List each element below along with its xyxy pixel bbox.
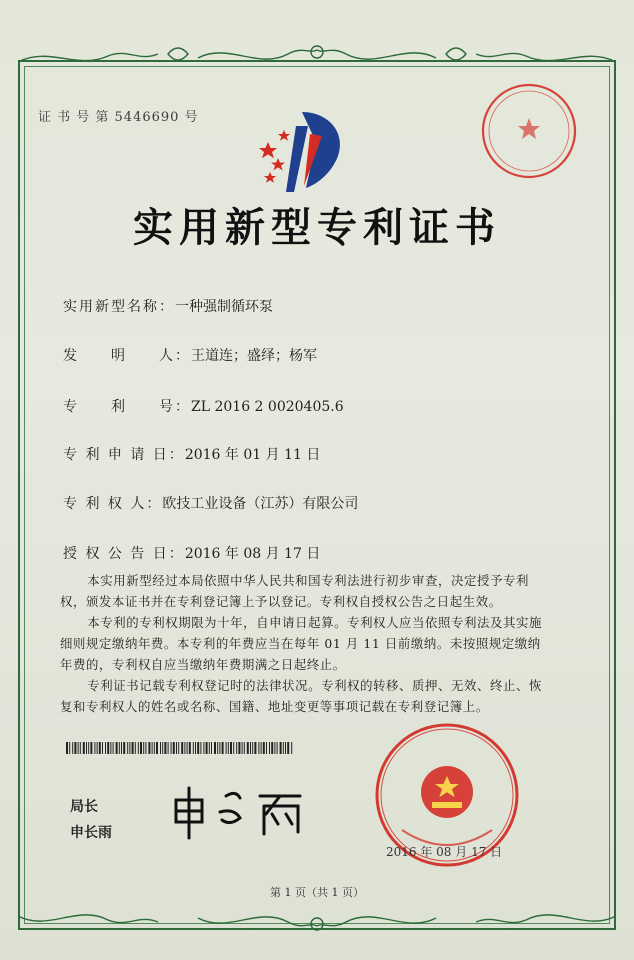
field-inventors [63, 345, 317, 365]
page-count: 第 1 页（共 1 页） [270, 886, 364, 899]
field-value: 2016 年 08 月 17 日 [184, 546, 321, 562]
agency-stamp [478, 80, 580, 182]
field-value: 一种强制循环泵 [175, 299, 273, 315]
field-label: 发 明 人： [63, 348, 191, 364]
paragraph-legal-status: 专利证书记载专利权登记时的法律状况。专利权的转移、质押、无效、终止、恢复和专利权人的姓名或名称、国籍、地址变更等事项记载在专利登记簿上。 [60, 678, 542, 714]
field-label: 专 利 权 人： [63, 496, 163, 512]
field-patentee [63, 493, 358, 513]
signatory-name: 申长雨 [70, 825, 112, 841]
paragraph-examination: 本实用新型经过本局依照中华人民共和国专利法进行初步审查，决定授予专利权，颁发本证书并在专利登记簿上予以登记。专利权自授权公告之日起生效。 [60, 573, 529, 609]
field-application-date [63, 444, 320, 464]
field-label: 专 利 申 请 日： [63, 447, 185, 463]
field-patent-number [63, 396, 344, 416]
field-label: 专 利 号： [63, 399, 191, 415]
certificate-number: 证 书 号 第 5446690 号 [38, 110, 199, 125]
handwritten-signature [168, 782, 318, 842]
field-value: ZL 2016 2 0020405.6 [191, 399, 344, 415]
top-ornament [18, 40, 616, 80]
seal-date: 2016 年 08 月 17 日 [386, 845, 503, 859]
signatory-role: 局长 [70, 799, 98, 815]
certificate-title: 实用新型专利证书 [133, 204, 501, 251]
field-value: 欧技工业设备（江苏）有限公司 [162, 496, 359, 512]
field-value: 2016 年 01 月 11 日 [184, 447, 321, 463]
field-value: 王道连；盛绎；杨军 [191, 348, 317, 364]
field-label: 授 权 公 告 日： [63, 546, 185, 562]
field-grant-date [63, 543, 320, 563]
bottom-ornament [18, 896, 616, 936]
field-label: 实用新型名称： [63, 299, 175, 315]
field-utility-model-name [63, 296, 273, 316]
barcode [66, 742, 294, 754]
patent-office-logo [256, 112, 356, 196]
paragraph-term: 本专利的专利权期限为十年，自申请日起算。专利权人应当依照专利法及其实施细则规定缴纳年费。本专利的年费应当在每年 01 月 11 日前缴纳。未按照规定缴纳年费的，专利权自应当缴纳年费期满之日起终止。 [60, 615, 542, 672]
certificate-body [60, 570, 550, 717]
